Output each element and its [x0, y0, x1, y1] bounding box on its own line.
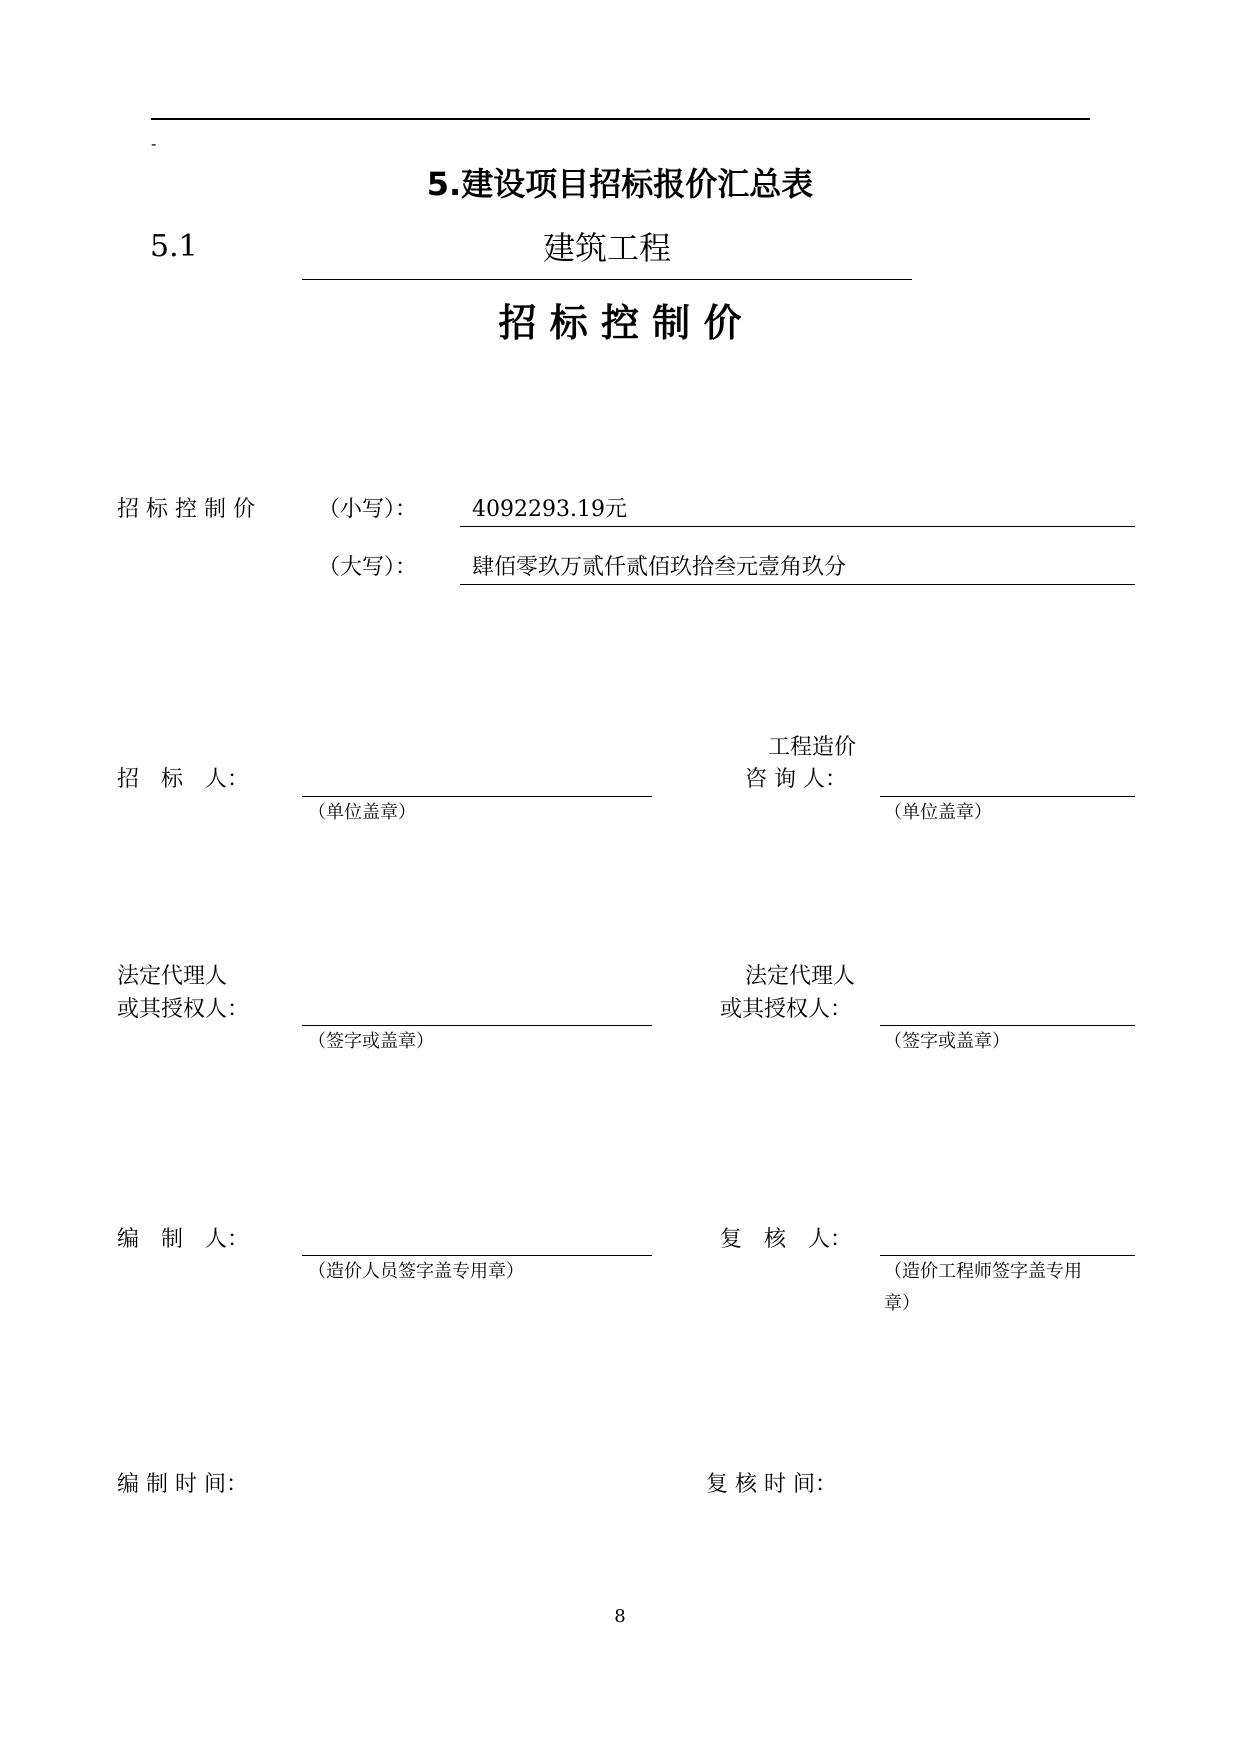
legal-rep-right-line1: 法定代理人 [745, 964, 856, 989]
tenderer-caption: （单位盖章） [308, 802, 416, 823]
consultant-label-line1: 工程造价 [768, 735, 857, 760]
document-subtitle: 招 标 控 制 价 [498, 301, 742, 345]
header-rule [151, 118, 1090, 120]
reviewer-caption-line1: （造价工程师签字盖专用 [884, 1261, 1082, 1282]
header-dash: - [151, 134, 157, 153]
consultant-signature-line [880, 796, 1135, 797]
compiler-signature-line [302, 1255, 652, 1256]
compiler-label: 编 制 人： [117, 1227, 250, 1252]
legal-rep-left-caption: （签字或盖章） [308, 1031, 434, 1052]
tenderer-signature-line [302, 796, 652, 797]
price-label: 招 标 控 制 价 [117, 497, 255, 522]
price-small-value: 4092293.19元 [472, 497, 627, 522]
consultant-label-line2: 咨 询 人： [745, 767, 847, 792]
legal-rep-left-signature-line [302, 1025, 652, 1026]
legal-rep-left-line2: 或其授权人： [117, 997, 250, 1022]
tenderer-label: 招 标 人： [117, 767, 250, 792]
section-underline [302, 279, 912, 280]
legal-rep-right-caption: （签字或盖章） [884, 1031, 1010, 1052]
reviewer-caption-line2: 章） [884, 1293, 920, 1314]
legal-rep-right-signature-line [880, 1025, 1135, 1026]
compiler-caption: （造价人员签字盖专用章） [308, 1261, 524, 1282]
price-small-underline [460, 526, 1135, 527]
compile-time-label: 编 制 时 间： [117, 1472, 248, 1497]
section-number: 5.1 [150, 229, 198, 264]
page-title: 5.建设项目招标报价汇总表 [426, 165, 814, 203]
legal-rep-right-line2: 或其授权人： [720, 997, 853, 1022]
price-small-label: （小写）： [318, 497, 418, 522]
section-name: 建筑工程 [542, 229, 671, 267]
price-big-value: 肆佰零玖万贰仟贰佰玖拾叁元壹角玖分 [472, 555, 847, 580]
reviewer-label: 复 核 人： [720, 1227, 853, 1252]
price-big-underline [460, 584, 1135, 585]
page-number: 8 [614, 1606, 626, 1627]
review-time-label: 复 核 时 间： [706, 1472, 837, 1497]
price-big-label: （大写）： [318, 555, 418, 580]
legal-rep-left-line1: 法定代理人 [117, 964, 228, 989]
reviewer-signature-line [880, 1255, 1135, 1256]
consultant-caption: （单位盖章） [884, 802, 992, 823]
